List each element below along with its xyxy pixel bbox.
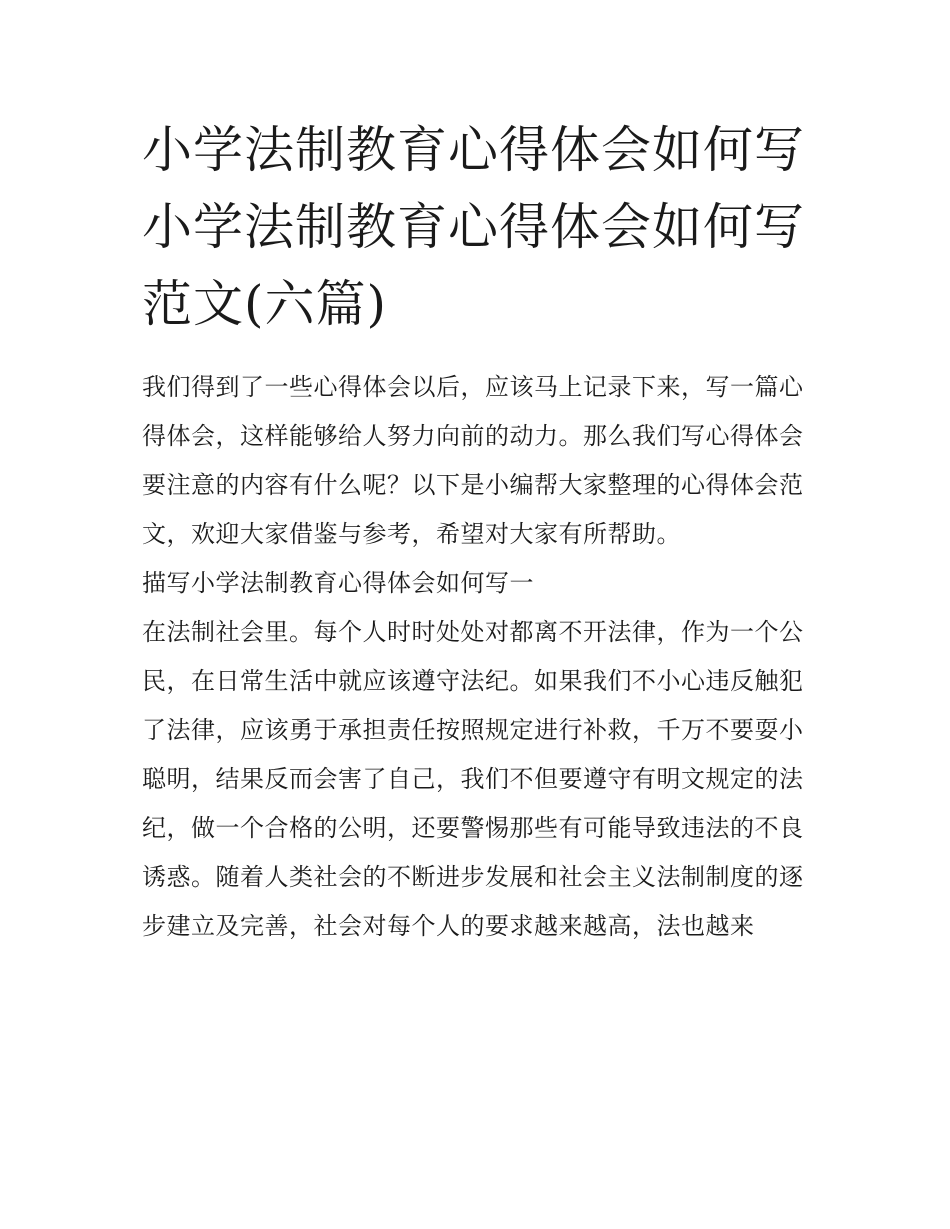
body-paragraph	[142, 608, 818, 951]
intro-line: 得体会，这样能够给人努力向前的动力。那么我们写心得体会	[142, 422, 804, 450]
intro-paragraph	[142, 363, 818, 559]
document-content	[142, 112, 818, 951]
body-line: 诱惑。随着人类社会的不断进步发展和社会主义法制制度的逐	[142, 863, 804, 891]
section-heading: 描写小学法制教育心得体会如何写一	[142, 569, 534, 597]
title-line: 范文(六篇)	[142, 275, 388, 333]
body-line: 了法律，应该勇于承担责任按照规定进行补救，千万不要耍小	[142, 716, 804, 744]
title-line: 小学法制教育心得体会如何写	[142, 121, 805, 179]
body-line: 在法制社会里。每个人时时处处对都离不开法律，作为一个公	[142, 618, 804, 646]
body-line: 步建立及完善，社会对每个人的要求越来越高，法也越来	[142, 912, 755, 940]
document-title	[142, 112, 818, 343]
title-line: 小学法制教育心得体会如何写	[142, 198, 805, 256]
body-line: 民，在日常生活中就应该遵守法纪。如果我们不小心违反触犯	[142, 667, 804, 695]
intro-line: 我们得到了一些心得体会以后，应该马上记录下来，写一篇心	[142, 373, 804, 401]
body-line: 聪明，结果反而会害了自己，我们不但要遵守有明文规定的法	[142, 765, 804, 793]
intro-line: 要注意的内容有什么呢？以下是小编帮大家整理的心得体会范	[142, 471, 804, 499]
intro-line: 文，欢迎大家借鉴与参考，希望对大家有所帮助。	[142, 520, 681, 548]
body-line: 纪，做一个合格的公明，还要警惕那些有可能导致违法的不良	[142, 814, 804, 842]
